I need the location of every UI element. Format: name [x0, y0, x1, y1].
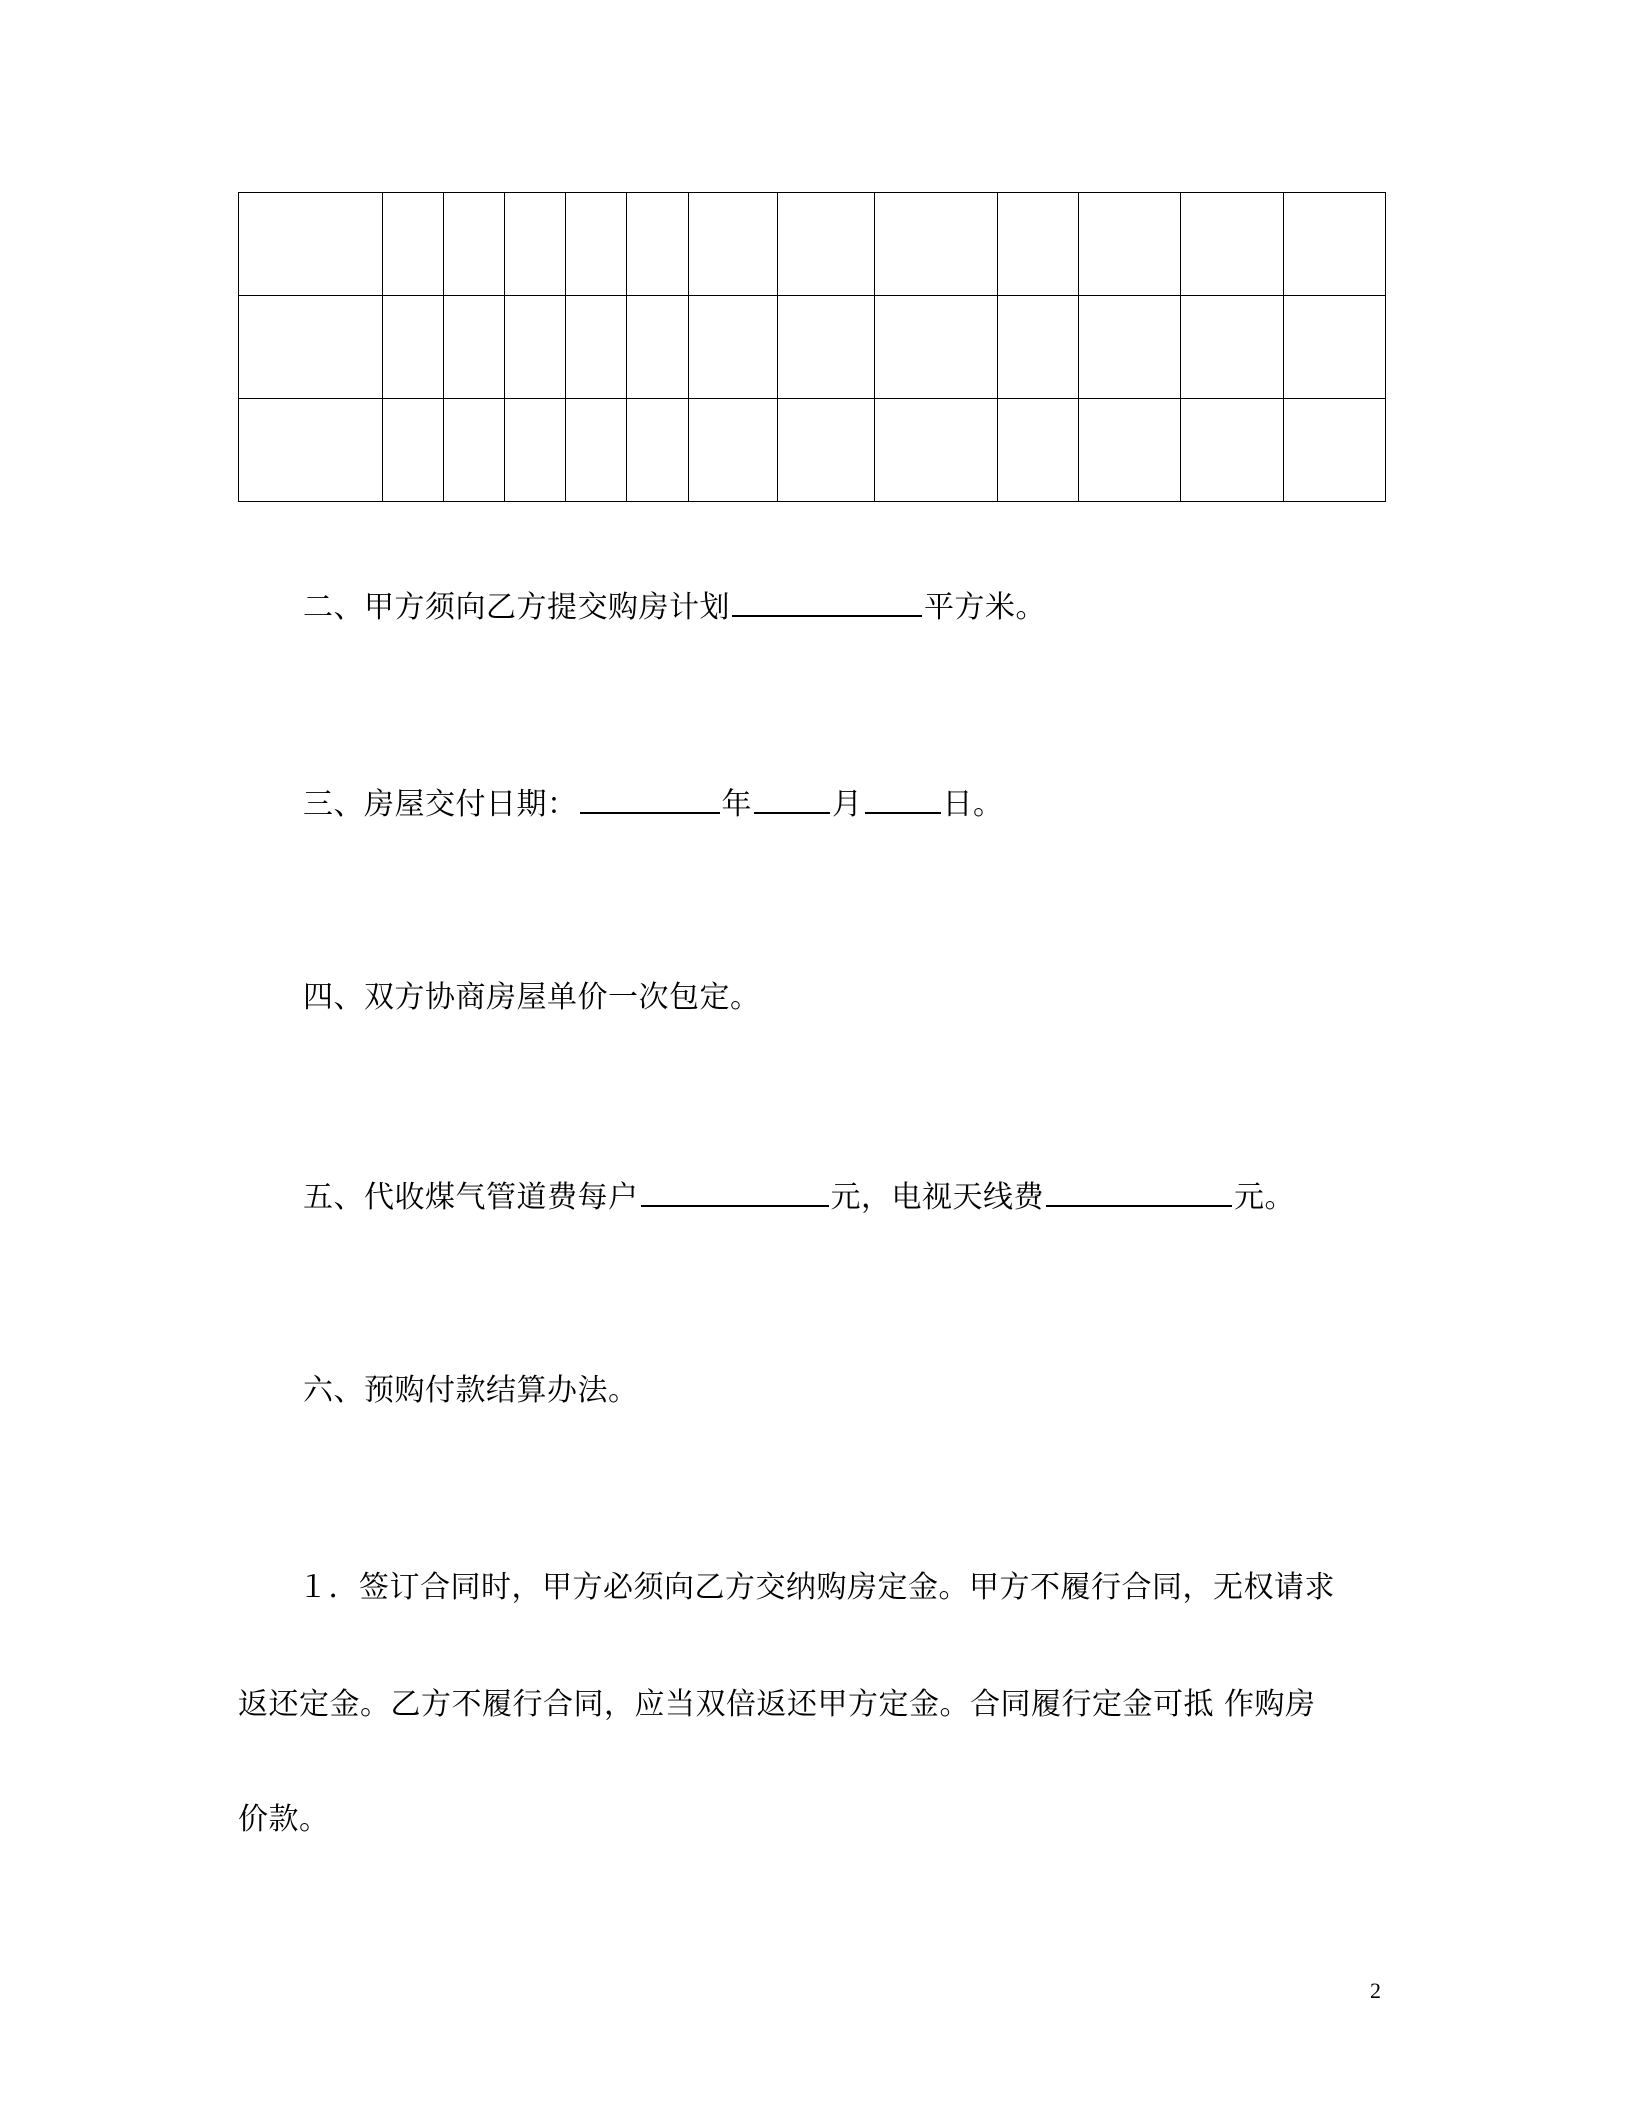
- table-cell[interactable]: [382, 296, 443, 399]
- clause-2: [303, 585, 1046, 628]
- clause-5-text-before: 五、代收煤气管道费每户: [303, 1180, 639, 1215]
- clause-6-1-line-1: １．签订合同时，甲方必须向乙方交纳购房定金。甲方不履行合同，无权请求: [298, 1570, 1335, 1605]
- gas-pipe-fee-blank[interactable]: [641, 1175, 829, 1207]
- table-cell[interactable]: [627, 399, 688, 502]
- table-cell[interactable]: [688, 296, 777, 399]
- clause-5: [303, 1175, 1295, 1218]
- clause-2-text-before: 二、甲方须向乙方提交购房计划: [303, 590, 730, 625]
- table-cell[interactable]: [777, 399, 874, 502]
- clause-6-text: 六、预购付款结算办法。: [303, 1373, 639, 1408]
- table-cell[interactable]: [688, 193, 777, 296]
- table-cell[interactable]: [1283, 193, 1385, 296]
- table-row: [239, 193, 1386, 296]
- delivery-month-blank[interactable]: [754, 782, 830, 814]
- clause-6-1-line-2: 返还定金。乙方不履行合同，应当双倍返还甲方定金。合同履行定金可抵 作购房: [238, 1687, 1316, 1722]
- table-cell[interactable]: [627, 296, 688, 399]
- table-cell[interactable]: [997, 193, 1078, 296]
- table-cell[interactable]: [1283, 296, 1385, 399]
- table-cell[interactable]: [875, 399, 997, 502]
- table-cell[interactable]: [566, 193, 627, 296]
- clause-4-text: 四、双方协商房屋单价一次包定。: [303, 980, 761, 1015]
- table-cell[interactable]: [1078, 399, 1180, 502]
- table-cell[interactable]: [1078, 193, 1180, 296]
- table-cell[interactable]: [777, 193, 874, 296]
- table-cell[interactable]: [997, 399, 1078, 502]
- table-cell[interactable]: [1078, 296, 1180, 399]
- table-cell[interactable]: [239, 296, 383, 399]
- blank-form-table: [238, 192, 1386, 502]
- clause-5-text-mid: 元，电视天线费: [830, 1180, 1044, 1215]
- table-cell[interactable]: [566, 296, 627, 399]
- table-cell[interactable]: [443, 193, 504, 296]
- clause-3-label: 三、房屋交付日期：: [303, 787, 578, 822]
- table-cell[interactable]: [688, 399, 777, 502]
- day-label: 日。: [942, 787, 1004, 822]
- table-cell[interactable]: [997, 296, 1078, 399]
- table-cell[interactable]: [566, 399, 627, 502]
- table-cell[interactable]: [504, 399, 565, 502]
- table-row: [239, 399, 1386, 502]
- table-cell[interactable]: [1283, 399, 1385, 502]
- table-cell[interactable]: [1181, 193, 1283, 296]
- clause-5-text-after: 元。: [1234, 1180, 1295, 1215]
- table-cell[interactable]: [1181, 296, 1283, 399]
- table-cell[interactable]: [239, 193, 383, 296]
- table-row: [239, 296, 1386, 399]
- table-cell[interactable]: [875, 193, 997, 296]
- table-cell[interactable]: [504, 193, 565, 296]
- table-cell[interactable]: [443, 399, 504, 502]
- clause-4: [303, 978, 761, 1018]
- table-cell[interactable]: [382, 193, 443, 296]
- clause-3: [303, 782, 1004, 825]
- table-cell[interactable]: [239, 399, 383, 502]
- table-cell[interactable]: [382, 399, 443, 502]
- page-number: 2: [1370, 1978, 1381, 2003]
- clause-6-1-line-3: 价款。: [238, 1802, 330, 1837]
- month-label: 月: [832, 787, 863, 822]
- year-label: 年: [721, 787, 752, 822]
- delivery-year-blank[interactable]: [580, 782, 720, 814]
- table-cell[interactable]: [627, 193, 688, 296]
- table-cell[interactable]: [777, 296, 874, 399]
- table-cell[interactable]: [875, 296, 997, 399]
- tv-antenna-fee-blank[interactable]: [1046, 1175, 1232, 1207]
- table-cell[interactable]: [443, 296, 504, 399]
- purchase-area-blank[interactable]: [732, 585, 922, 617]
- clause-6: [303, 1371, 639, 1411]
- delivery-day-blank[interactable]: [865, 782, 941, 814]
- clause-2-text-after: 平方米。: [924, 590, 1046, 625]
- table-cell[interactable]: [1181, 399, 1283, 502]
- table-cell[interactable]: [504, 296, 565, 399]
